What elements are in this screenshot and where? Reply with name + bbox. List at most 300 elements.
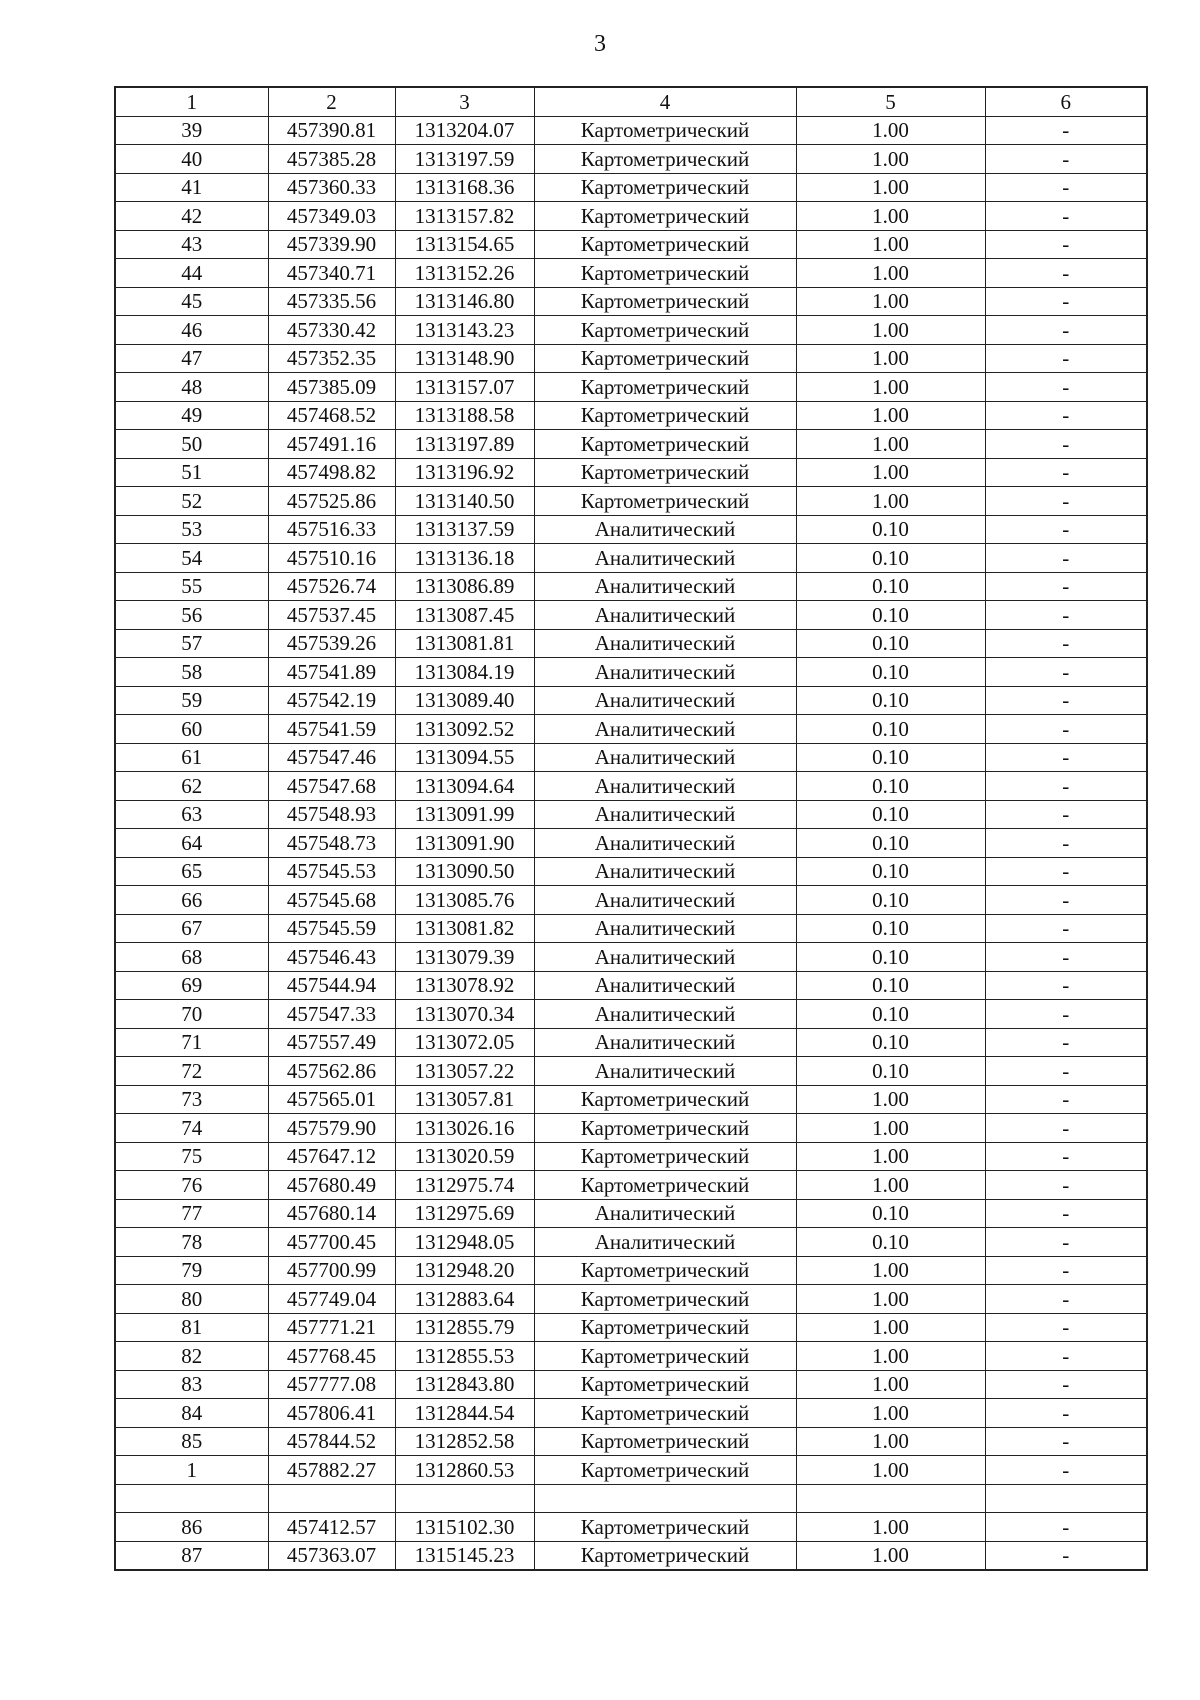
table-row	[115, 259, 1147, 288]
x-coordinate-cell: 457349.03	[268, 202, 395, 231]
table-row	[115, 1142, 1147, 1171]
accuracy-cell: 0.10	[796, 1000, 985, 1029]
note-cell: -	[985, 715, 1147, 744]
method-cell: Аналитический	[534, 1199, 796, 1228]
x-coordinate-cell: 457771.21	[268, 1313, 395, 1342]
note-cell: -	[985, 401, 1147, 430]
table-row	[115, 373, 1147, 402]
point-number-cell: 86	[115, 1513, 268, 1542]
point-number-cell: 48	[115, 373, 268, 402]
x-coordinate-cell: 457768.45	[268, 1342, 395, 1371]
note-cell: -	[985, 116, 1147, 145]
table-header	[115, 87, 1147, 116]
x-coordinate-cell: 457510.16	[268, 544, 395, 573]
accuracy-cell: 1.00	[796, 1085, 985, 1114]
table-row	[115, 572, 1147, 601]
x-coordinate-cell: 457680.49	[268, 1171, 395, 1200]
y-coordinate-cell: 1312843.80	[395, 1370, 534, 1399]
x-coordinate-cell: 457547.68	[268, 772, 395, 801]
note-cell: -	[985, 914, 1147, 943]
table-row	[115, 202, 1147, 231]
method-cell: Картометрический	[534, 116, 796, 145]
y-coordinate-cell: 1312855.79	[395, 1313, 534, 1342]
accuracy-cell: 1.00	[796, 116, 985, 145]
accuracy-cell: 0.10	[796, 1028, 985, 1057]
point-number-cell: 82	[115, 1342, 268, 1371]
table-row	[115, 116, 1147, 145]
accuracy-cell: 1.00	[796, 259, 985, 288]
note-cell: -	[985, 857, 1147, 886]
y-coordinate-cell: 1313157.07	[395, 373, 534, 402]
accuracy-cell: 1.00	[796, 458, 985, 487]
y-coordinate-cell: 1312975.74	[395, 1171, 534, 1200]
accuracy-cell: 0.10	[796, 544, 985, 573]
point-number-cell: 43	[115, 230, 268, 259]
y-coordinate-cell: 1313154.65	[395, 230, 534, 259]
accuracy-cell: 0.10	[796, 971, 985, 1000]
method-cell: Картометрический	[534, 1370, 796, 1399]
point-number-cell: 57	[115, 629, 268, 658]
table-row	[115, 230, 1147, 259]
table-row	[115, 886, 1147, 915]
point-number-cell: 62	[115, 772, 268, 801]
x-coordinate-cell: 457340.71	[268, 259, 395, 288]
method-cell: Картометрический	[534, 1342, 796, 1371]
note-cell: -	[985, 373, 1147, 402]
accuracy-cell: 1.00	[796, 1142, 985, 1171]
method-cell: Аналитический	[534, 743, 796, 772]
note-cell: -	[985, 1085, 1147, 1114]
accuracy-cell: 0.10	[796, 800, 985, 829]
x-coordinate-cell: 457541.89	[268, 658, 395, 687]
method-cell: Аналитический	[534, 572, 796, 601]
point-number-cell: 64	[115, 829, 268, 858]
method-cell: Картометрический	[534, 373, 796, 402]
table-row	[115, 857, 1147, 886]
x-coordinate-cell: 457491.16	[268, 430, 395, 459]
accuracy-cell: 1.00	[796, 145, 985, 174]
y-coordinate-cell: 1313143.23	[395, 316, 534, 345]
x-coordinate-cell: 457339.90	[268, 230, 395, 259]
point-number-cell: 73	[115, 1085, 268, 1114]
y-coordinate-cell: 1313084.19	[395, 658, 534, 687]
method-cell: Картометрический	[534, 1399, 796, 1428]
point-number-cell: 44	[115, 259, 268, 288]
point-number-cell: 52	[115, 487, 268, 516]
table-row	[115, 430, 1147, 459]
method-cell: Картометрический	[534, 1313, 796, 1342]
note-cell: -	[985, 1285, 1147, 1314]
x-coordinate-cell: 457363.07	[268, 1541, 395, 1570]
accuracy-cell: 0.10	[796, 715, 985, 744]
x-coordinate-cell: 457749.04	[268, 1285, 395, 1314]
accuracy-cell: 1.00	[796, 316, 985, 345]
accuracy-cell: 1.00	[796, 401, 985, 430]
note-cell: -	[985, 316, 1147, 345]
method-cell: Картометрический	[534, 1256, 796, 1285]
table-row	[115, 1342, 1147, 1371]
header-row	[115, 87, 1147, 116]
x-coordinate-cell: 457700.99	[268, 1256, 395, 1285]
y-coordinate-cell: 1313094.55	[395, 743, 534, 772]
x-coordinate-cell: 457385.28	[268, 145, 395, 174]
y-coordinate-cell: 1315102.30	[395, 1513, 534, 1542]
accuracy-cell: 0.10	[796, 515, 985, 544]
accuracy-cell: 0.10	[796, 1057, 985, 1086]
point-number-cell: 47	[115, 344, 268, 373]
note-cell: -	[985, 259, 1147, 288]
method-cell: Картометрический	[534, 1456, 796, 1485]
point-number-cell: 71	[115, 1028, 268, 1057]
table-row	[115, 772, 1147, 801]
x-coordinate-cell: 457647.12	[268, 1142, 395, 1171]
method-cell: Картометрический	[534, 1513, 796, 1542]
y-coordinate-cell: 1313092.52	[395, 715, 534, 744]
table-row	[115, 829, 1147, 858]
y-coordinate-cell: 1313086.89	[395, 572, 534, 601]
method-cell: Аналитический	[534, 914, 796, 943]
point-number-cell: 42	[115, 202, 268, 231]
page-number: 3	[594, 31, 606, 57]
coordinates-table	[114, 86, 1148, 1571]
y-coordinate-cell: 1313057.22	[395, 1057, 534, 1086]
accuracy-cell: 0.10	[796, 772, 985, 801]
x-coordinate-cell: 457330.42	[268, 316, 395, 345]
accuracy-cell: 1.00	[796, 202, 985, 231]
x-coordinate-cell: 457352.35	[268, 344, 395, 373]
y-coordinate-cell: 1313136.18	[395, 544, 534, 573]
method-cell: Аналитический	[534, 943, 796, 972]
y-coordinate-cell: 1313196.92	[395, 458, 534, 487]
point-number-cell: 59	[115, 686, 268, 715]
accuracy-cell: 1.00	[796, 487, 985, 516]
method-cell: Картометрический	[534, 1085, 796, 1114]
method-cell: Аналитический	[534, 1028, 796, 1057]
table-row	[115, 1456, 1147, 1485]
y-coordinate-cell: 1313197.59	[395, 145, 534, 174]
point-number-cell: 39	[115, 116, 268, 145]
note-cell: -	[985, 1199, 1147, 1228]
point-number-cell: 54	[115, 544, 268, 573]
x-coordinate-cell: 457777.08	[268, 1370, 395, 1399]
x-coordinate-cell: 457539.26	[268, 629, 395, 658]
x-coordinate-cell: 457526.74	[268, 572, 395, 601]
note-cell: -	[985, 1028, 1147, 1057]
x-coordinate-cell: 457547.33	[268, 1000, 395, 1029]
accuracy-cell: 0.10	[796, 886, 985, 915]
accuracy-cell: 1.00	[796, 1427, 985, 1456]
table-body	[115, 116, 1147, 1570]
method-cell: Картометрический	[534, 287, 796, 316]
note-cell: -	[985, 145, 1147, 174]
method-cell: Картометрический	[534, 1285, 796, 1314]
table-row	[115, 1370, 1147, 1399]
x-coordinate-cell: 457525.86	[268, 487, 395, 516]
method-cell: Картометрический	[534, 430, 796, 459]
table-row	[115, 173, 1147, 202]
y-coordinate-cell: 1313026.16	[395, 1114, 534, 1143]
note-cell: -	[985, 173, 1147, 202]
table-row	[115, 1000, 1147, 1029]
method-cell: Аналитический	[534, 686, 796, 715]
table-row	[115, 800, 1147, 829]
point-number-cell: 70	[115, 1000, 268, 1029]
table-row	[115, 458, 1147, 487]
x-coordinate-cell: 457557.49	[268, 1028, 395, 1057]
point-number-cell	[115, 1484, 268, 1513]
note-cell	[985, 1484, 1147, 1513]
x-coordinate-cell: 457468.52	[268, 401, 395, 430]
method-cell: Картометрический	[534, 230, 796, 259]
x-coordinate-cell: 457545.59	[268, 914, 395, 943]
point-number-cell: 40	[115, 145, 268, 174]
table-row	[115, 515, 1147, 544]
x-coordinate-cell: 457385.09	[268, 373, 395, 402]
accuracy-cell: 1.00	[796, 344, 985, 373]
note-cell: -	[985, 1541, 1147, 1570]
x-coordinate-cell: 457579.90	[268, 1114, 395, 1143]
table-row	[115, 1399, 1147, 1428]
note-cell: -	[985, 487, 1147, 516]
column-header: 2	[268, 87, 395, 116]
x-coordinate-cell: 457545.53	[268, 857, 395, 886]
y-coordinate-cell: 1312883.64	[395, 1285, 534, 1314]
point-number-cell: 72	[115, 1057, 268, 1086]
table-row	[115, 686, 1147, 715]
x-coordinate-cell: 457548.93	[268, 800, 395, 829]
point-number-cell: 41	[115, 173, 268, 202]
note-cell: -	[985, 458, 1147, 487]
note-cell: -	[985, 886, 1147, 915]
table-row	[115, 1484, 1147, 1513]
accuracy-cell: 1.00	[796, 287, 985, 316]
x-coordinate-cell: 457545.68	[268, 886, 395, 915]
table-row	[115, 487, 1147, 516]
note-cell: -	[985, 1313, 1147, 1342]
note-cell: -	[985, 1427, 1147, 1456]
point-number-cell: 56	[115, 601, 268, 630]
table-row	[115, 1171, 1147, 1200]
x-coordinate-cell: 457498.82	[268, 458, 395, 487]
column-header: 4	[534, 87, 796, 116]
table-row	[115, 1256, 1147, 1285]
point-number-cell: 61	[115, 743, 268, 772]
column-header: 1	[115, 87, 268, 116]
y-coordinate-cell: 1313089.40	[395, 686, 534, 715]
x-coordinate-cell: 457516.33	[268, 515, 395, 544]
table-row	[115, 743, 1147, 772]
accuracy-cell: 1.00	[796, 1342, 985, 1371]
method-cell: Картометрический	[534, 316, 796, 345]
point-number-cell: 75	[115, 1142, 268, 1171]
point-number-cell: 78	[115, 1228, 268, 1257]
table-row	[115, 1114, 1147, 1143]
y-coordinate-cell: 1313197.89	[395, 430, 534, 459]
note-cell: -	[985, 829, 1147, 858]
accuracy-cell: 0.10	[796, 658, 985, 687]
accuracy-cell: 1.00	[796, 173, 985, 202]
point-number-cell: 74	[115, 1114, 268, 1143]
method-cell: Картометрический	[534, 259, 796, 288]
y-coordinate-cell: 1312975.69	[395, 1199, 534, 1228]
accuracy-cell: 1.00	[796, 1171, 985, 1200]
method-cell: Аналитический	[534, 658, 796, 687]
x-coordinate-cell: 457680.14	[268, 1199, 395, 1228]
accuracy-cell: 0.10	[796, 686, 985, 715]
note-cell: -	[985, 1370, 1147, 1399]
note-cell: -	[985, 1228, 1147, 1257]
note-cell: -	[985, 544, 1147, 573]
point-number-cell: 55	[115, 572, 268, 601]
accuracy-cell: 0.10	[796, 943, 985, 972]
y-coordinate-cell: 1313146.80	[395, 287, 534, 316]
table-row	[115, 1541, 1147, 1570]
point-number-cell: 68	[115, 943, 268, 972]
y-coordinate-cell: 1313188.58	[395, 401, 534, 430]
table-row	[115, 1427, 1147, 1456]
y-coordinate-cell	[395, 1484, 534, 1513]
note-cell: -	[985, 515, 1147, 544]
x-coordinate-cell: 457548.73	[268, 829, 395, 858]
y-coordinate-cell: 1313081.82	[395, 914, 534, 943]
point-number-cell: 49	[115, 401, 268, 430]
accuracy-cell: 1.00	[796, 1399, 985, 1428]
x-coordinate-cell: 457562.86	[268, 1057, 395, 1086]
x-coordinate-cell: 457360.33	[268, 173, 395, 202]
y-coordinate-cell: 1315145.23	[395, 1541, 534, 1570]
method-cell: Аналитический	[534, 715, 796, 744]
x-coordinate-cell	[268, 1484, 395, 1513]
y-coordinate-cell: 1313072.05	[395, 1028, 534, 1057]
x-coordinate-cell: 457412.57	[268, 1513, 395, 1542]
accuracy-cell: 1.00	[796, 1285, 985, 1314]
method-cell: Картометрический	[534, 401, 796, 430]
table-row	[115, 1228, 1147, 1257]
note-cell: -	[985, 1256, 1147, 1285]
point-number-cell: 76	[115, 1171, 268, 1200]
note-cell: -	[985, 1513, 1147, 1542]
accuracy-cell: 1.00	[796, 430, 985, 459]
point-number-cell: 65	[115, 857, 268, 886]
point-number-cell: 46	[115, 316, 268, 345]
point-number-cell: 84	[115, 1399, 268, 1428]
note-cell: -	[985, 430, 1147, 459]
y-coordinate-cell: 1312844.54	[395, 1399, 534, 1428]
method-cell: Картометрический	[534, 1114, 796, 1143]
point-number-cell: 77	[115, 1199, 268, 1228]
accuracy-cell: 0.10	[796, 743, 985, 772]
table-row	[115, 1057, 1147, 1086]
method-cell: Аналитический	[534, 800, 796, 829]
method-cell: Аналитический	[534, 1228, 796, 1257]
point-number-cell: 80	[115, 1285, 268, 1314]
note-cell: -	[985, 287, 1147, 316]
y-coordinate-cell: 1313081.81	[395, 629, 534, 658]
table-row	[115, 629, 1147, 658]
method-cell: Картометрический	[534, 173, 796, 202]
method-cell: Аналитический	[534, 971, 796, 1000]
table-row	[115, 401, 1147, 430]
point-number-cell: 1	[115, 1456, 268, 1485]
table-row	[115, 971, 1147, 1000]
x-coordinate-cell: 457544.94	[268, 971, 395, 1000]
x-coordinate-cell: 457537.45	[268, 601, 395, 630]
note-cell: -	[985, 943, 1147, 972]
y-coordinate-cell: 1313168.36	[395, 173, 534, 202]
method-cell: Картометрический	[534, 1171, 796, 1200]
x-coordinate-cell: 457390.81	[268, 116, 395, 145]
point-number-cell: 51	[115, 458, 268, 487]
accuracy-cell: 0.10	[796, 857, 985, 886]
x-coordinate-cell: 457700.45	[268, 1228, 395, 1257]
x-coordinate-cell: 457541.59	[268, 715, 395, 744]
accuracy-cell: 0.10	[796, 1199, 985, 1228]
y-coordinate-cell: 1313090.50	[395, 857, 534, 886]
point-number-cell: 53	[115, 515, 268, 544]
accuracy-cell: 0.10	[796, 629, 985, 658]
point-number-cell: 45	[115, 287, 268, 316]
note-cell: -	[985, 1399, 1147, 1428]
accuracy-cell: 0.10	[796, 572, 985, 601]
note-cell: -	[985, 230, 1147, 259]
method-cell: Картометрический	[534, 458, 796, 487]
method-cell: Аналитический	[534, 601, 796, 630]
table-row	[115, 287, 1147, 316]
accuracy-cell: 1.00	[796, 373, 985, 402]
note-cell: -	[985, 686, 1147, 715]
point-number-cell: 87	[115, 1541, 268, 1570]
note-cell: -	[985, 572, 1147, 601]
accuracy-cell: 1.00	[796, 1456, 985, 1485]
y-coordinate-cell: 1313148.90	[395, 344, 534, 373]
accuracy-cell: 0.10	[796, 1228, 985, 1257]
x-coordinate-cell: 457844.52	[268, 1427, 395, 1456]
note-cell: -	[985, 1142, 1147, 1171]
table-row	[115, 943, 1147, 972]
table-row	[115, 601, 1147, 630]
point-number-cell: 63	[115, 800, 268, 829]
method-cell: Картометрический	[534, 1142, 796, 1171]
point-number-cell: 69	[115, 971, 268, 1000]
point-number-cell: 66	[115, 886, 268, 915]
table-row	[115, 1199, 1147, 1228]
y-coordinate-cell: 1313140.50	[395, 487, 534, 516]
point-number-cell: 58	[115, 658, 268, 687]
y-coordinate-cell: 1313057.81	[395, 1085, 534, 1114]
x-coordinate-cell: 457542.19	[268, 686, 395, 715]
method-cell: Аналитический	[534, 544, 796, 573]
method-cell: Картометрический	[534, 145, 796, 174]
point-number-cell: 60	[115, 715, 268, 744]
x-coordinate-cell: 457335.56	[268, 287, 395, 316]
accuracy-cell: 1.00	[796, 1256, 985, 1285]
y-coordinate-cell: 1312860.53	[395, 1456, 534, 1485]
x-coordinate-cell: 457565.01	[268, 1085, 395, 1114]
y-coordinate-cell: 1313070.34	[395, 1000, 534, 1029]
note-cell: -	[985, 629, 1147, 658]
table-row	[115, 344, 1147, 373]
point-number-cell: 67	[115, 914, 268, 943]
method-cell: Картометрический	[534, 202, 796, 231]
accuracy-cell: 1.00	[796, 230, 985, 259]
table-row	[115, 1313, 1147, 1342]
accuracy-cell: 0.10	[796, 601, 985, 630]
note-cell: -	[985, 772, 1147, 801]
accuracy-cell: 0.10	[796, 914, 985, 943]
note-cell: -	[985, 344, 1147, 373]
method-cell: Аналитический	[534, 886, 796, 915]
y-coordinate-cell: 1313137.59	[395, 515, 534, 544]
